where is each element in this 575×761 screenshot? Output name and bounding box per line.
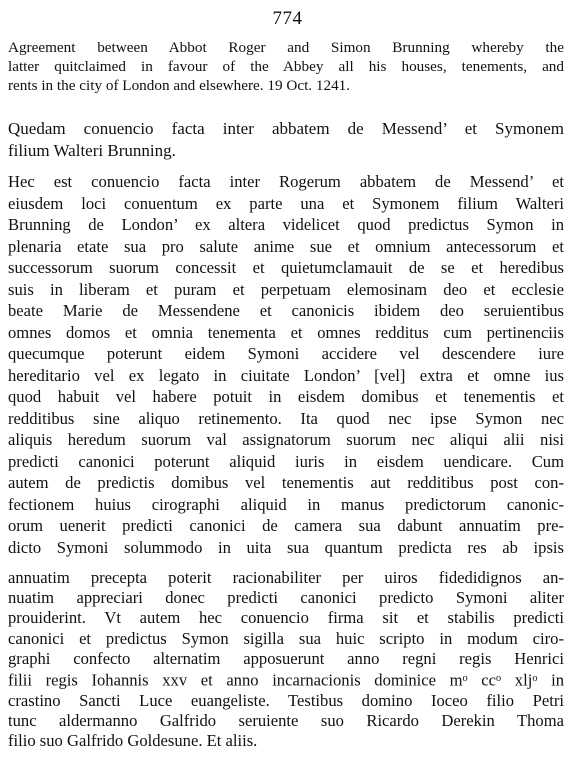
body-line: eiusdem loci conuentum ex parte una et Symonem filium Walteri [8, 193, 564, 213]
body-line: nuatim appreciari donec predicti canonici predicto Symoni aliter [8, 588, 564, 608]
summary-line: rents in the city of London and elsewhere. 19 Oct. 1241. [8, 77, 351, 94]
body-line: Brunning de London’ ex altera videlicet quod predictus Symon in [8, 215, 564, 234]
body-line: autem de predictis domibus vel tenementis aut redditibus post con- [8, 473, 564, 492]
body-line: graphi confecto alternatim apposuerunt anno regni regis Henrici [8, 648, 564, 668]
date-cc: cc [467, 670, 497, 690]
body-line: Hec est conuencio facta inter Rogerum abbatem de Messend’ et [8, 172, 564, 191]
heading-line: Quedam conuencio facta inter abbatem de Messend’ et Symonem [8, 119, 564, 138]
body-line: hereditario vel ex legato in ciuitate London’ [vel] extra et omne ius [8, 365, 564, 385]
heading-line: filium Walteri Brunning. [8, 141, 176, 160]
charter-body-continued [8, 568, 564, 751]
charter-body [8, 171, 564, 558]
summary-line: Agreement between Abbot Roger and Simon Brunning whereby the [8, 39, 564, 56]
body-line: aliquis heredum suorum val assignatorum suorum nec aliqui alii nisi [8, 430, 564, 449]
body-line: crastino Sancti Luce euangeliste. Testibus domino Ioceo filio Petri [8, 690, 564, 710]
dated-line-text: filii regis Iohannis xxv et anno incarnacionis dominice m [8, 670, 463, 690]
superscript-o: o [496, 673, 502, 685]
date-xlj: xlj [501, 670, 533, 690]
body-line: quecumque poterunt eidem Symoni accidere vel descendere iure [8, 344, 564, 363]
body-line: redditibus sine aliquo retinemento. Ita quod nec ipse Symon nec [8, 408, 564, 428]
body-line: quod habuit vel habere potuit in eisdem domibus et tenementis et [8, 387, 564, 406]
summary-line: latter quitclaimed in favour of the Abbey all his houses, tenements, and [8, 58, 564, 75]
body-line: annuatim precepta poterit racionabiliter per uiros fidedidignos an- [8, 568, 564, 587]
body-line: orum uenerit predicti canonici de camera sua dabunt annuatim pre- [8, 516, 564, 535]
page-number: 774 [272, 8, 303, 29]
body-line: predicti canonici poterunt aliquid iuris in eisdem uendicare. Cum [8, 451, 564, 471]
body-line: suis in liberam et puram et perpetuam elemosinam deo et ecclesie [8, 279, 564, 299]
body-line: fectionem huius cirographi aliquid in manus predictorum canonic- [8, 494, 564, 514]
body-line-dated [8, 669, 564, 691]
body-line: plenaria etate sua pro salute anime sue et omnium antecessorum et [8, 236, 564, 256]
body-line: dicto Symoni solummodo in uita sua quantum predicta res ab ipsis [8, 537, 564, 557]
body-line: canonici et predictus Symon sigilla sua huic scripto in modum ciro- [8, 628, 564, 648]
charter-heading [8, 118, 564, 162]
body-line: beate Marie de Messendene et canonicis ibidem deo seruientibus [8, 301, 564, 320]
body-line: prouiderint. Vt autem hec conuencio firma sit et stabilis predicti [8, 608, 564, 628]
body-line: tunc aldermanno Galfrido seruiente suo Ricardo Derekin Thoma [8, 711, 564, 731]
superscript-o: o [462, 673, 468, 685]
body-line: omnes domos et omnia tenementa et omnes redditus cum pertinenciis [8, 322, 564, 342]
body-line: successorum suorum concessit et quietumclamauit de se et heredibus [8, 258, 564, 277]
body-line: filio suo Galfrido Goldesune. Et aliis. [8, 731, 258, 751]
date-tail: in [537, 670, 564, 690]
superscript-o: o [532, 673, 538, 685]
document-summary [8, 38, 564, 95]
